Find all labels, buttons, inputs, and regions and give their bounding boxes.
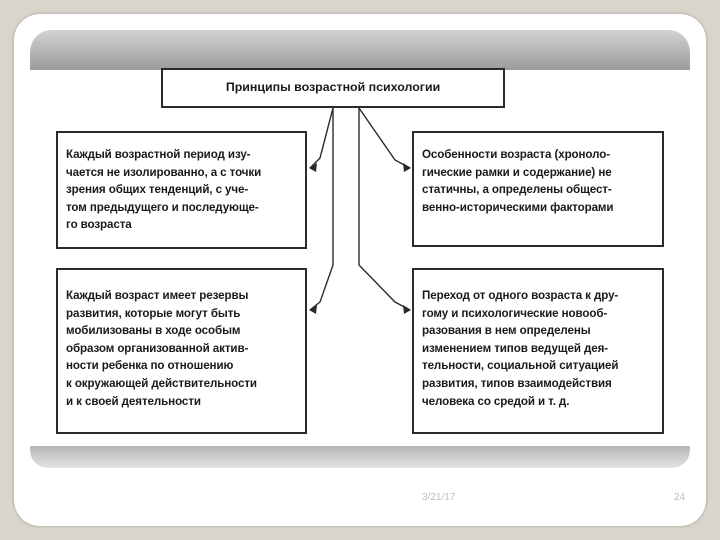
connector-title-top-left — [310, 108, 333, 168]
principle-text-line: ности ребенка по отношению — [66, 359, 234, 373]
principle-text-line: развития, типов взаимодействия — [422, 376, 612, 390]
principle-text-line: образом организованной актив- — [66, 341, 249, 355]
connector-title-bottom-left — [310, 265, 333, 310]
principle-text-line: к окружающей действительности — [66, 376, 257, 390]
principle-text-line: изменением типов ведущей дея- — [422, 341, 609, 355]
arrowhead-top-right — [403, 163, 411, 172]
principle-text-line: том предыдущего и последующе- — [66, 200, 259, 214]
principle-text-line: чается не изолированно, а с точки — [66, 165, 262, 179]
principle-box-top-left — [56, 131, 307, 249]
principle-text-line: Переход от одного возраста к дру- — [422, 289, 619, 302]
arrowhead-bottom-left — [309, 305, 317, 314]
diagram-title-box — [161, 68, 505, 108]
principle-text-line: Особенности возраста (хроноло- — [422, 148, 610, 161]
principle-box-bottom-left — [56, 268, 307, 434]
diagram-title: Принципы возрастной психологии — [225, 80, 441, 95]
principle-text-line: Каждый возраст имеет резервы — [66, 289, 249, 302]
footer-page-number: 24 — [674, 492, 686, 503]
principle-text-line: человека со средой и т. д. — [422, 394, 570, 408]
principle-text-line: го возраста — [66, 218, 132, 232]
principle-box-bottom-right — [412, 268, 664, 434]
connector-title-bottom-right — [359, 265, 410, 310]
principle-box-top-right — [412, 131, 664, 247]
principle-text-line: зрения общих тенденций, с уче- — [66, 183, 249, 197]
arrowhead-bottom-right — [403, 305, 411, 314]
principle-text-line: тельности, социальной ситуацией — [422, 359, 619, 373]
connector-title-top-right — [359, 108, 410, 168]
principle-text-line: статичны, а определены общест- — [422, 183, 612, 197]
principle-text-line: и к своей деятельности — [66, 394, 201, 408]
footer-date: 3/21/17 — [422, 492, 456, 503]
principle-text-line: разования в нем определены — [422, 324, 591, 338]
principle-text-line: развития, которые могут быть — [66, 306, 241, 320]
principle-text-line: гические рамки и содержание) не — [422, 165, 612, 179]
principle-text-line: гому и психологические новооб- — [422, 306, 608, 320]
principle-text-line: мобилизованы в ходе особым — [66, 324, 241, 338]
principle-text-line: Каждый возрастной период изу- — [66, 148, 251, 161]
principle-text-line: венно-историческими факторами — [422, 200, 614, 214]
